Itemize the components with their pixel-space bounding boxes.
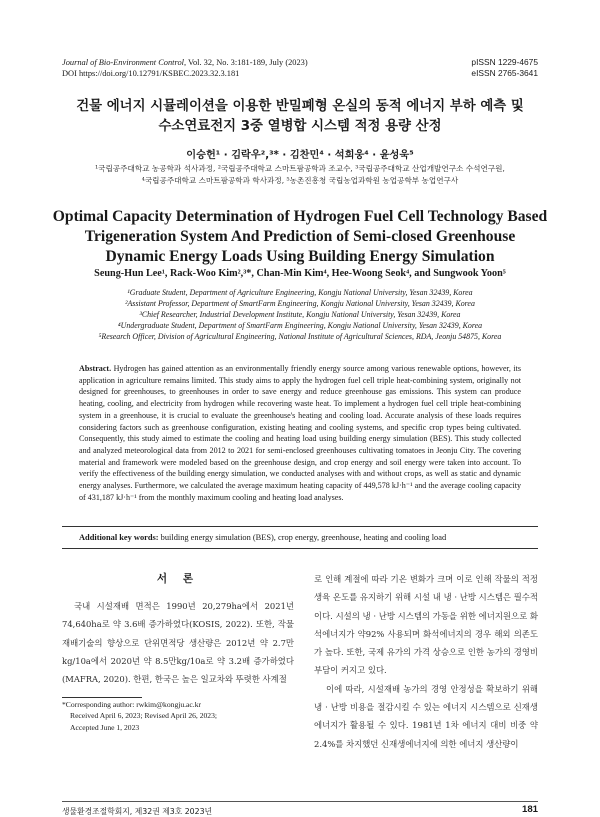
- korean-title-line-2: 수소연료전지 3중 열병합 시스템 적정 용량 산정: [158, 119, 442, 134]
- footnote: [62, 699, 294, 733]
- abstract-text: Hydrogen has gained attention as an environmentally friendly energy source among various renewable options, however, its application in agriculture remains limited. This study aims to apply the hydrogen fuel cell triple heat-combining system, originally not designed for greenhouses, to greenhouses in order to save energy and reduce greenhouse gas emissions. This system can produce heating, cooling, and electricity from hydrogen while recovering waste heat. To implement a hydrogen fuel cell triple heat-combining system in a greenhouse, it is crucial to evaluate the greenhouse's heating and cooling load. Accurate analysis of these loads requires considering factors such as greenhouse configuration, existing heating and cooling systems, and specific crop types being cultivated. Consequently, this study aimed to estimate the cooling and heating load using building energy simulation (BES). This study collected and analyzed meteorological data from 2012 to 2021 for semi-enclosed greenhouses cultivating tomatoes in Jeonju City. The covering material and framework were modeled based on the greenhouse design, and crop energy and soil energy were taken into account. To verify the effectiveness of the building energy simulation, we conducted analyses with and without crops, as well as static and dynamic energy analyses. Furthermore, we calculated the average maximum heating capacity of 449,578 kJ·h⁻¹ and the average cooling capacity of 431,187 kJ·h⁻¹ from the monthly maximum cooling and heating load analyses.: [79, 364, 522, 502]
- accepted-date: Accepted June 1, 2023: [70, 722, 140, 732]
- keywords: [79, 533, 521, 542]
- intro-paragraph-2: 이에 따라, 시설재배 농가의 경영 안정성을 확보하기 위해 냉 · 난방 비용을 절감시킬 수 있는 에너지 시스템으로 신재생에너지가 활용될 수 있다. 1981년 1차 에너지 대비 비중 약 2.4%를 차지했던 신재생에너지에 의한 에너지 생산량이: [314, 683, 538, 749]
- english-title-line-3: Dynamic Energy Loads Using Building Energy Simulation: [105, 248, 495, 265]
- journal-volume: , Vol. 32, No. 3:181-189, July (2023): [183, 58, 308, 67]
- doi-link[interactable]: DOI https://doi.org/10.12791/KSBEC.2023.32.3.181: [62, 69, 240, 78]
- korean-title: [40, 97, 560, 137]
- footer-rule: [62, 801, 538, 802]
- journal-citation: [62, 57, 308, 68]
- footnote-rule: [62, 697, 142, 698]
- received-dates: Received April 6, 2023; Revised April 26, 2023;: [70, 711, 218, 721]
- english-title: [40, 207, 560, 267]
- introduction-heading: 서 론: [156, 573, 200, 585]
- keywords-bottom-rule: [62, 548, 538, 549]
- body-column-left: [62, 597, 294, 688]
- journal-header: [62, 57, 308, 79]
- journal-name: Journal of Bio-Environment Control: [62, 58, 184, 67]
- korean-authors: 이승헌¹ · 김락우²,³* · 김찬민⁴ · 석희웅⁴ · 윤성욱⁵: [186, 150, 414, 161]
- keywords-top-rule: [62, 526, 538, 527]
- korean-affil-line-2: ⁴국립공주대학교 스마트팜공학과 학사과정, ⁵농촌진흥청 국립농업과학원 농업공학부 농업연구사: [141, 176, 459, 185]
- affiliation-5: ⁵Research Officer, Division of Agricultural Engineering, National Institute of Agricultural Sciences, RDA, Jeonju 54875, Korea: [98, 332, 502, 341]
- english-affiliations: [40, 287, 560, 342]
- english-title-line-1: Optimal Capacity Determination of Hydrogen Fuel Cell Technology Based: [52, 208, 548, 225]
- affiliation-2: ²Assistant Professor, Department of SmartFarm Engineering, Kongju National University, Yesan 32439, Korea: [125, 299, 475, 308]
- keywords-text: building energy simulation (BES), crop energy, greenhouse, heating and cooling load: [160, 533, 447, 542]
- english-authors: Seung-Hun Lee¹, Rack-Woo Kim²,³*, Chan-Min Kim⁴, Hee-Woong Seok⁴, and Sungwook Yoon⁵: [94, 268, 506, 279]
- abstract: [79, 363, 521, 503]
- korean-affil-line-1: ¹국립공주대학교 농공학과 석사과정, ²국립공주대학교 스마트팜공학과 조교수, ³국립공주대학교 산업개발연구소 수석연구원,: [95, 164, 505, 173]
- english-title-line-2: Trigeneration System And Prediction of Semi-closed Greenhouse: [84, 228, 516, 245]
- keywords-label: Additional key words:: [79, 533, 159, 542]
- abstract-label: Abstract.: [79, 364, 112, 373]
- corresponding-author: *Corresponding author: rwkim@kongju.ac.kr: [62, 700, 202, 709]
- intro-paragraph-continued: 로 인해 계절에 따라 기온 변화가 크며 이로 인해 작물의 적정 생육 온도를 유지하기 위해 시설 내 냉 · 난방 시스템은 필수적이다. 시설의 냉 · 난방 시스템의 가동을 위한 에너지원으로 화석에너지가 약92% 사용되며 화석에너지의 경우 해외 의존도가 높다. 또한, 국제 유가의 가격 상승으로 인한 농가의 경영비 부담이 커지고 있다.: [314, 574, 538, 676]
- korean-affiliations: [62, 163, 538, 187]
- eissn: eISSN 2765-3641: [471, 68, 538, 78]
- intro-paragraph-1: 국내 시설재배 면적은 1990년 20,279ha에서 2021년 74,640ha로 약 3.6배 증가하였다(KOSIS, 2022). 또한, 작물 재배기술의 향상으로 단위면적당 생산량은 2012년 약 2.7만 kg/10a에서 2020년 약 8.5만kg/10a로 약 3.2배 증가하였다 (MAFRA, 2020). 한편, 한국은 높은 일교차와 뚜렷한 사계절: [62, 601, 294, 685]
- affiliation-4: ⁴Undergraduate Student, Department of SmartFarm Engineering, Kongju National University, Yesan 32439, Korea: [117, 321, 483, 330]
- body-column-right: [314, 570, 538, 753]
- affiliation-1: ¹Graduate Student, Department of Agriculture Engineering, Kongju National University, Yesan 32439, Korea: [127, 288, 473, 297]
- page-number: 181: [521, 804, 538, 815]
- footer-journal: 생물환경조절학회지, 제32권 제3호 2023년: [62, 807, 213, 816]
- affiliation-3: ³Chief Researcher, Industrial Development Institute, Kongju National University, Yesan 32439, Korea: [139, 310, 461, 319]
- korean-title-line-1: 건물 에너지 시뮬레이션을 이용한 반밀폐형 온실의 동적 에너지 부하 예측 및: [76, 99, 524, 114]
- issn-block: [471, 57, 538, 79]
- pissn: pISSN 1229-4675: [471, 57, 538, 67]
